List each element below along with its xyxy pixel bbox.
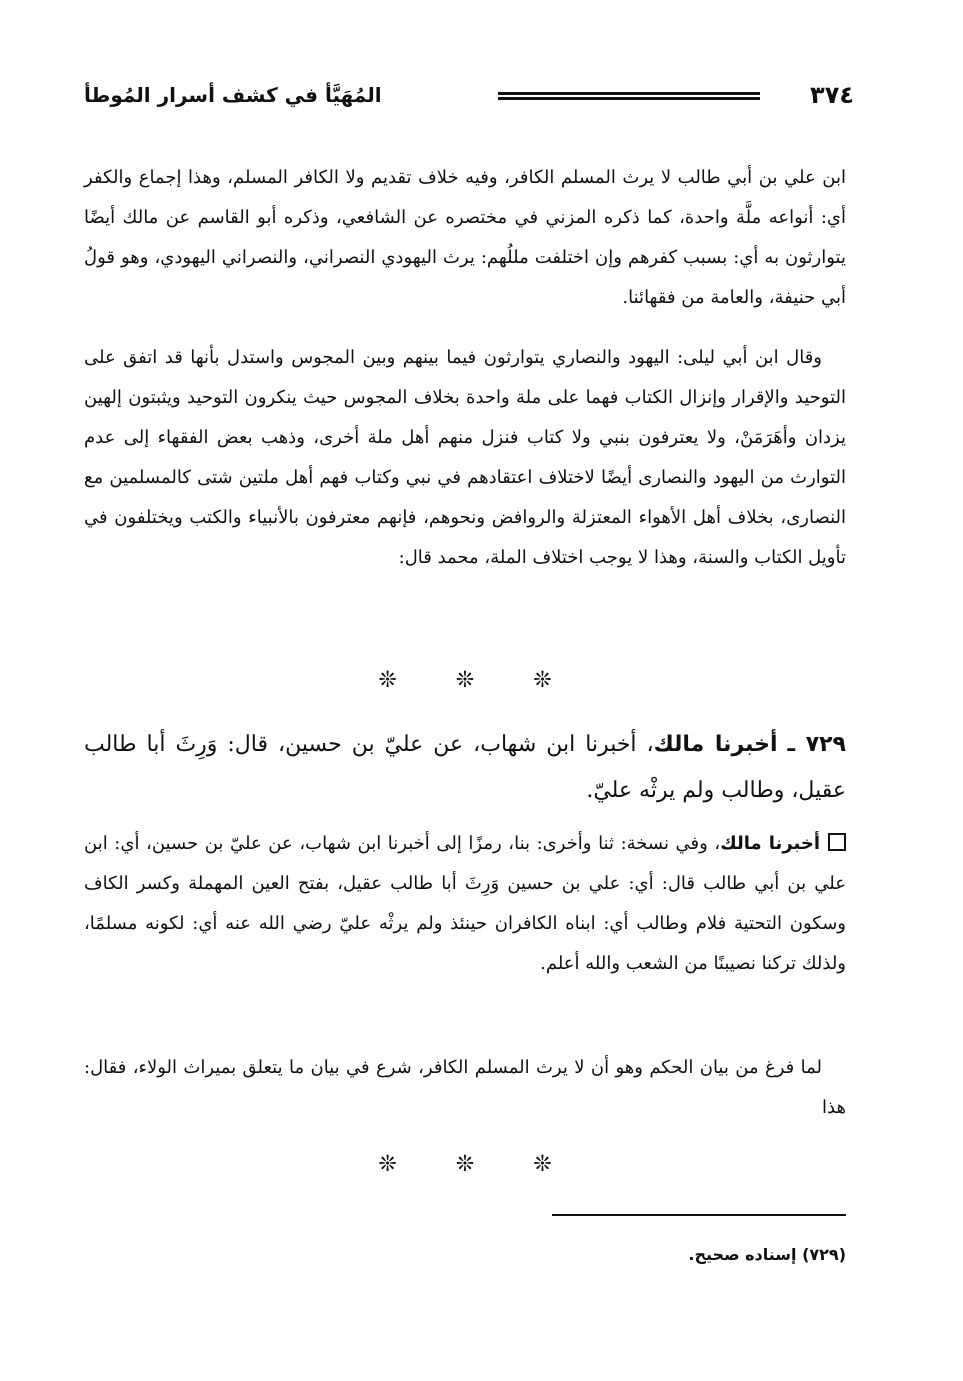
- hadith-body: ، أخبرنا ابن شهاب، عن عليّ بن حسين، قال: وَرِثَ أبا طالب عقيل، وطالب ولم يرثْه عليّ.: [84, 732, 846, 803]
- section-separator-2: ❊ ❊ ❊: [378, 1152, 552, 1177]
- paragraph-2: وقال ابن أبي ليلى: اليهود والنصاري يتوارثون فيما بينهم وبين المجوس واستدل بأنها قد اتفق على التوحيد والإقرار وإنزال الكتاب فهما على ملة واحدة بخلاف المجوس حيث ينكرون التوحيد ويثبتون إلهين يزدان وأهَرَمَنْ، ولا يعترفون بنبي ولا كتاب فنزل منهم أهل ملة أخرى، وذهب بعض الفقهاء إلى عدم التوارث من اليهود والنصارى أيضًا لاختلاف اعتقادهم في نبي وكتاب فهم أهل ملتين شتى كالمسلمين مع النصارى، بخلاف أهل الأهواء المعتزلة والروافض ونحوهم، فإنهم معترفون بالأنبياء والكتب ويختلفون في تأويل الكتاب والسنة، وهذا لا يوجب اختلاف الملة، محمد قال:: [84, 347, 846, 568]
- paragraph-1: ابن علي بن أبي طالب لا يرث المسلم الكافر، وفيه خلاف تقديم ولا الكافر المسلم، وهذا إجماع والكفر أي: أنواعه ملَّة واحدة، كما ذكره المزني في مختصره عن الشافعي، وذكره أبو القاسم عن مالك أيضًا يتوارثون به أي: بسبب كفرهم وإن اختلفت مللُهم: يرث اليهودي النصراني، والنصراني اليهودي، وهو قولُ أبي حنيفة، والعامة من فقهائنا.: [84, 167, 846, 308]
- hadith-number: ٧٢٩ ـ: [787, 732, 846, 757]
- square-marker-icon: [828, 833, 846, 851]
- hadith-text: [84, 722, 846, 814]
- running-title: المُهَيَّأ في كشف أسرار المُوطأ: [84, 83, 382, 107]
- commentary: [84, 824, 846, 984]
- paragraph-4: لما فرغ من بيان الحكم وهو أن لا يرث المسلم الكافر، شرع في بيان ما يتعلق بميراث الولاء، فقال: هذا: [84, 1057, 846, 1118]
- hadith-lead: أخبرنا مالك: [653, 732, 778, 757]
- commentary-lead: أخبرنا مالك: [720, 833, 821, 854]
- footnote-divider: [552, 1214, 846, 1216]
- header-divider: [498, 92, 760, 100]
- page-number: ٣٧٤: [810, 81, 854, 109]
- page-header: [84, 78, 854, 118]
- section-separator: ❊ ❊ ❊: [378, 668, 552, 693]
- commentary-body: ، وفي نسخة: ثنا وأخرى: بنا، رمزًا إلى أخبرنا ابن شهاب، عن عليّ بن حسين، أي: ابن علي بن أبي طالب قال: أي: علي بن حسين وَرِثَ أبا طالب عقيل، بفتح العين المهملة وكسر الكاف وسكون التحتية فلام وطالب أي: ابناه الكافران حينئذ ولم يرثْه عليّ رضي الله عنه أي: لكونه مسلمًا، ولذلك تركنا نصيبنًا من الشعب والله أعلم.: [84, 833, 846, 974]
- footnote: (٧٢٩) إسناده صحيح.: [688, 1245, 846, 1264]
